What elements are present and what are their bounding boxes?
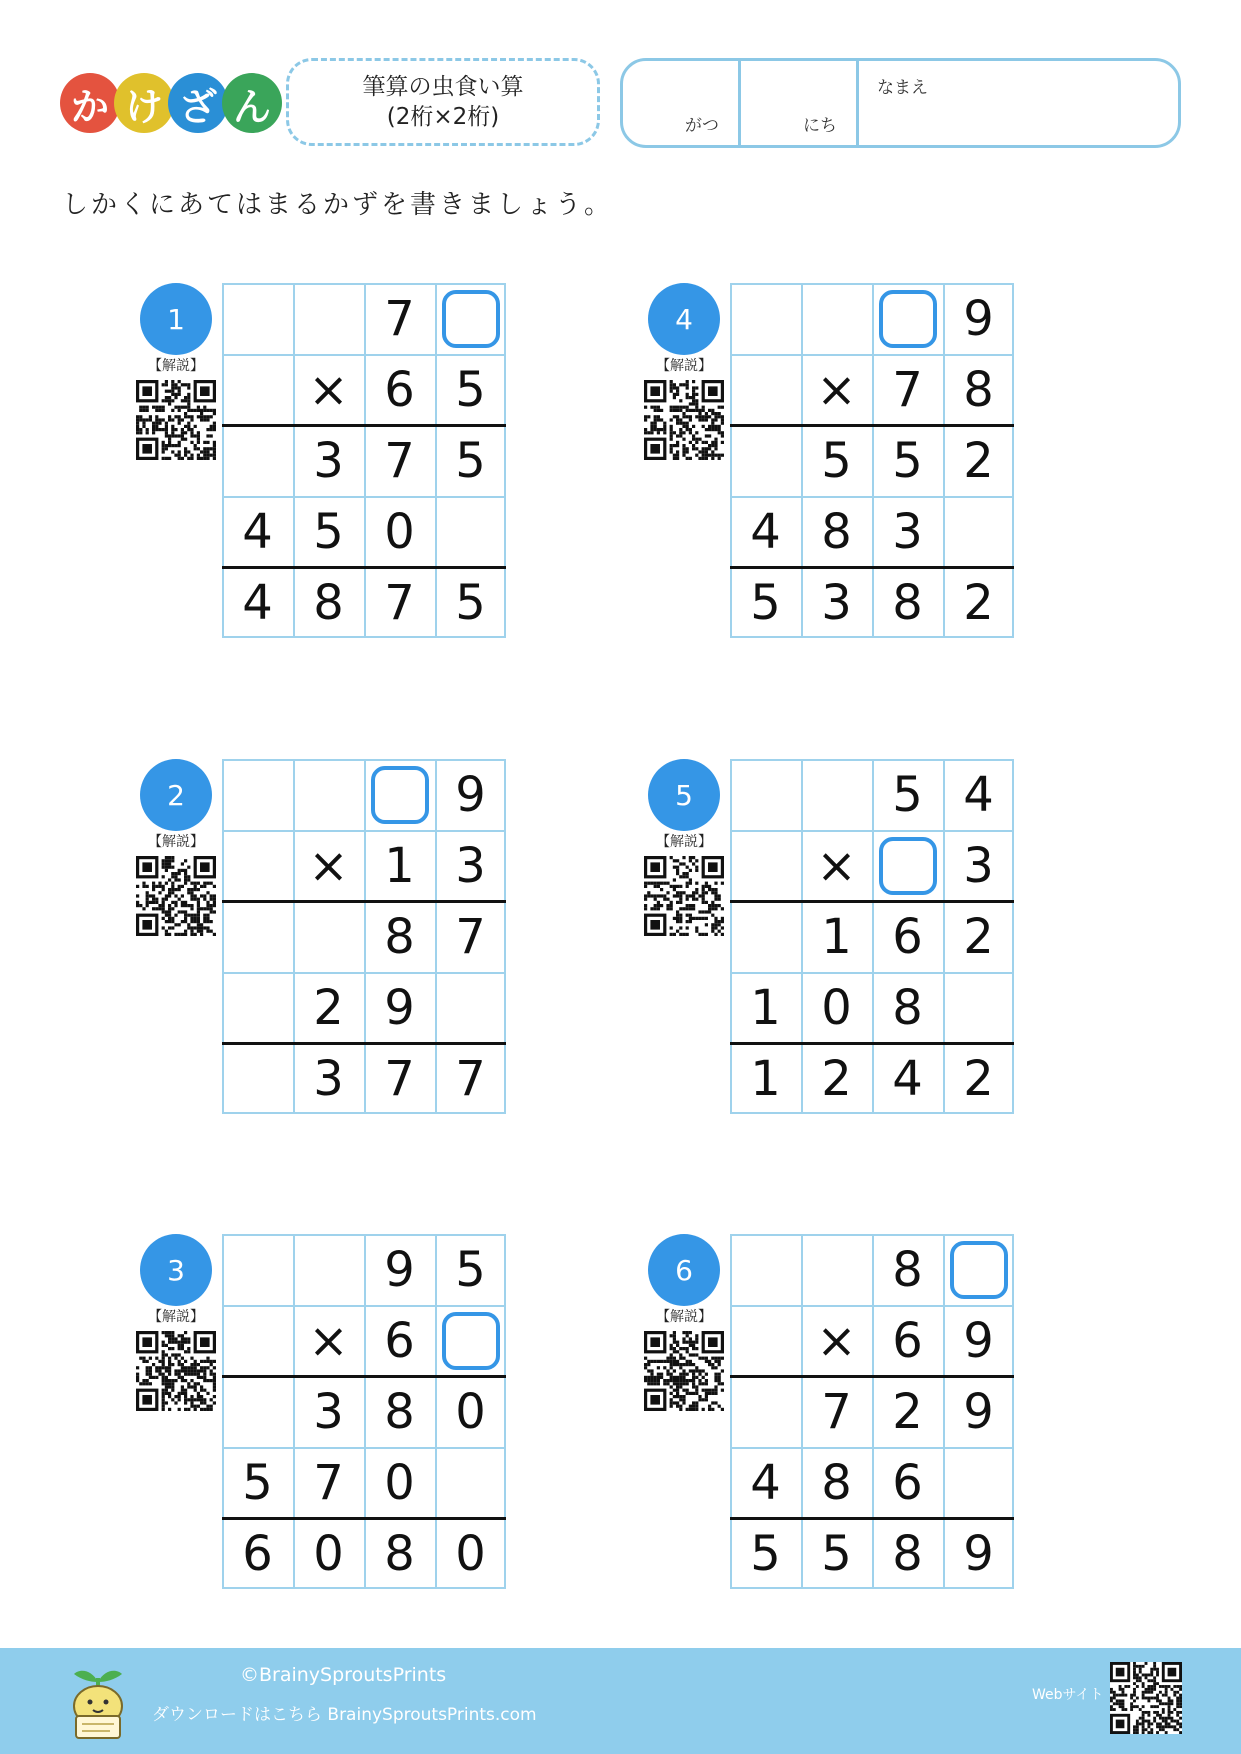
digit-cell: 7	[455, 908, 486, 965]
grid-line	[1012, 283, 1014, 638]
problem-number-badge: 5	[648, 759, 720, 831]
explanation-qr-code-icon[interactable]	[644, 380, 724, 460]
digit-cell: 0	[384, 503, 415, 560]
grid-line	[293, 759, 295, 1114]
date-name-box	[620, 58, 1181, 148]
digit-cell	[222, 425, 293, 496]
digit-cell: 3	[313, 1050, 344, 1107]
result-separator-line	[222, 1375, 506, 1378]
digit-cell: 4	[242, 574, 273, 631]
result-separator-line	[222, 1042, 506, 1045]
grid-line	[222, 1587, 506, 1589]
problem-number-badge: 6	[648, 1234, 720, 1306]
problem-number-badge: 2	[140, 759, 212, 831]
grid-line	[222, 759, 506, 761]
day-label: にち	[803, 116, 837, 136]
grid-line	[222, 830, 506, 832]
multiplication-grid	[730, 759, 1014, 1114]
grid-line	[730, 759, 1014, 761]
digit-cell: 5	[455, 361, 486, 418]
grid-line	[435, 759, 437, 1114]
digit-cell	[222, 1043, 293, 1114]
times-sign: ×	[816, 1312, 857, 1369]
result-separator-line	[730, 424, 1014, 427]
divider	[856, 61, 859, 145]
digit-cell: 6	[892, 1454, 923, 1511]
digit-cell: 8	[384, 1383, 415, 1440]
digit-cell: 8	[892, 979, 923, 1036]
grid-line	[222, 972, 506, 974]
digit-cell: 8	[384, 908, 415, 965]
digit-cell: 8	[821, 503, 852, 560]
explanation-qr-code-icon[interactable]	[644, 856, 724, 936]
result-separator-line	[730, 900, 1014, 903]
answer-blank-box[interactable]	[872, 830, 943, 901]
digit-cell: 1	[750, 1050, 781, 1107]
result-separator-line	[730, 566, 1014, 569]
title-line-2: (2桁×2桁)	[386, 104, 500, 130]
digit-cell: 7	[892, 361, 923, 418]
result-separator-line	[222, 566, 506, 569]
digit-cell	[801, 283, 872, 354]
digit-cell: 9	[963, 1525, 994, 1582]
digit-cell	[222, 830, 293, 901]
explanation-qr-code-icon[interactable]	[136, 380, 216, 460]
grid-line	[222, 283, 506, 285]
grid-line	[435, 283, 437, 638]
grid-line	[364, 759, 366, 1114]
digit-cell	[730, 830, 801, 901]
problem-number-badge: 1	[140, 283, 212, 355]
digit-cell: 8	[384, 1525, 415, 1582]
grid-line	[222, 1305, 506, 1307]
digit-cell: 6	[892, 908, 923, 965]
website-label: Webサイト	[1032, 1687, 1104, 1703]
grid-line	[730, 830, 1014, 832]
digit-cell: 7	[384, 574, 415, 631]
download-link[interactable]: ダウンロードはこちら BrainySproutsPrints.com	[152, 1705, 537, 1725]
digit-cell	[222, 283, 293, 354]
digit-cell	[222, 901, 293, 972]
logo-char-ka: か	[60, 73, 120, 133]
digit-cell: 8	[892, 1525, 923, 1582]
blank-square-icon[interactable]	[371, 766, 429, 824]
multiplication-grid	[222, 1234, 506, 1589]
digit-cell: 6	[384, 1312, 415, 1369]
digit-cell: 5	[821, 1525, 852, 1582]
digit-cell: 2	[892, 1383, 923, 1440]
problem-number-badge: 4	[648, 283, 720, 355]
digit-cell	[435, 972, 506, 1043]
digit-cell: 2	[821, 1050, 852, 1107]
grid-line	[730, 1112, 1014, 1114]
result-separator-line	[730, 1042, 1014, 1045]
digit-cell: 6	[242, 1525, 273, 1582]
month-label: がつ	[685, 116, 719, 136]
digit-cell	[293, 1234, 364, 1305]
problem-6	[648, 1234, 1048, 1594]
explanation-label: 【解説】	[656, 834, 712, 850]
digit-cell: 9	[963, 1383, 994, 1440]
digit-cell	[730, 1305, 801, 1376]
digit-cell: 4	[963, 766, 994, 823]
problem-2	[140, 759, 540, 1119]
grid-line	[730, 1234, 732, 1589]
result-separator-line	[730, 1375, 1014, 1378]
grid-line	[801, 759, 803, 1114]
digit-cell: 5	[750, 1525, 781, 1582]
blank-square-icon[interactable]	[442, 290, 500, 348]
digit-cell: 0	[455, 1383, 486, 1440]
digit-cell: 3	[313, 432, 344, 489]
blank-square-icon[interactable]	[879, 837, 937, 895]
grid-line	[730, 759, 732, 1114]
digit-cell	[943, 972, 1014, 1043]
grid-line	[293, 1234, 295, 1589]
digit-cell: 7	[821, 1383, 852, 1440]
multiplication-grid	[222, 283, 506, 638]
digit-cell	[435, 496, 506, 567]
digit-cell: 3	[313, 1383, 344, 1440]
grid-line	[364, 1234, 366, 1589]
logo-char-za: ざ	[168, 73, 228, 133]
grid-line	[364, 283, 366, 638]
explanation-label: 【解説】	[656, 358, 712, 374]
digit-cell: 5	[821, 432, 852, 489]
digit-cell: 0	[384, 1454, 415, 1511]
digit-cell: 7	[384, 1050, 415, 1107]
grid-line	[1012, 1234, 1014, 1589]
explanation-qr-code-icon[interactable]	[644, 1331, 724, 1411]
digit-cell	[801, 759, 872, 830]
digit-cell: 2	[963, 908, 994, 965]
digit-cell: 3	[821, 574, 852, 631]
digit-cell	[730, 901, 801, 972]
multiplication-grid	[730, 1234, 1014, 1589]
grid-line	[730, 1305, 1014, 1307]
grid-line	[943, 759, 945, 1114]
grid-line	[1012, 759, 1014, 1114]
digit-cell: 5	[892, 766, 923, 823]
digit-cell: 4	[892, 1050, 923, 1107]
digit-cell: 2	[963, 1050, 994, 1107]
grid-line	[222, 1112, 506, 1114]
grid-line	[872, 1234, 874, 1589]
grid-line	[222, 1234, 224, 1589]
digit-cell	[293, 759, 364, 830]
digit-cell	[730, 354, 801, 425]
digit-cell	[730, 1376, 801, 1447]
grid-line	[435, 1234, 437, 1589]
digit-cell	[293, 283, 364, 354]
digit-cell: 8	[313, 574, 344, 631]
digit-cell: 5	[242, 1454, 273, 1511]
digit-cell: 7	[384, 432, 415, 489]
digit-cell: 4	[750, 1454, 781, 1511]
grid-line	[730, 1447, 1014, 1449]
sprout-mascot-icon	[66, 1660, 130, 1740]
grid-line	[222, 1234, 506, 1236]
digit-cell: 3	[963, 837, 994, 894]
digit-cell: 0	[313, 1525, 344, 1582]
logo-char-n: ん	[222, 73, 282, 133]
result-separator-line	[730, 1517, 1014, 1520]
digit-cell: 9	[963, 1312, 994, 1369]
digit-cell: 4	[242, 503, 273, 560]
grid-line	[872, 759, 874, 1114]
digit-cell: 9	[963, 290, 994, 347]
answer-blank-box[interactable]	[435, 1305, 506, 1376]
digit-cell	[222, 1305, 293, 1376]
blank-square-icon[interactable]	[950, 1241, 1008, 1299]
explanation-label: 【解説】	[656, 1309, 712, 1325]
digit-cell	[730, 759, 801, 830]
grid-line	[730, 354, 1014, 356]
times-sign: ×	[308, 1312, 349, 1369]
digit-cell: 5	[313, 503, 344, 560]
logo-char-ke: け	[114, 73, 174, 133]
digit-cell	[222, 354, 293, 425]
grid-line	[222, 496, 506, 498]
grid-line	[222, 636, 506, 638]
digit-cell: 9	[384, 979, 415, 1036]
explanation-label: 【解説】	[148, 1309, 204, 1325]
digit-cell: 0	[821, 979, 852, 1036]
digit-cell	[293, 901, 364, 972]
result-separator-line	[222, 424, 506, 427]
digit-cell: 1	[384, 837, 415, 894]
explanation-qr-code-icon[interactable]	[136, 856, 216, 936]
multiplication-grid	[730, 283, 1014, 638]
digit-cell: 2	[313, 979, 344, 1036]
grid-line	[504, 1234, 506, 1589]
copyright-text: ©BrainySproutsPrints	[240, 1664, 447, 1686]
explanation-label: 【解説】	[148, 834, 204, 850]
digit-cell	[730, 425, 801, 496]
digit-cell: 4	[750, 503, 781, 560]
digit-cell: 7	[455, 1050, 486, 1107]
website-qr-code-icon[interactable]	[1110, 1662, 1182, 1734]
footer	[0, 1648, 1241, 1754]
digit-cell: 8	[963, 361, 994, 418]
digit-cell	[222, 1234, 293, 1305]
blank-square-icon[interactable]	[442, 1312, 500, 1370]
result-separator-line	[222, 1517, 506, 1520]
grid-line	[730, 1234, 1014, 1236]
grid-line	[730, 972, 1014, 974]
grid-line	[943, 1234, 945, 1589]
times-sign: ×	[308, 837, 349, 894]
problem-3	[140, 1234, 540, 1594]
result-separator-line	[222, 900, 506, 903]
digit-cell	[222, 759, 293, 830]
digit-cell	[801, 1234, 872, 1305]
problem-number-badge: 3	[140, 1234, 212, 1306]
times-sign: ×	[308, 361, 349, 418]
grid-line	[943, 283, 945, 638]
digit-cell: 2	[963, 574, 994, 631]
digit-cell: 9	[455, 766, 486, 823]
digit-cell: 6	[384, 361, 415, 418]
digit-cell: 2	[963, 432, 994, 489]
problem-5	[648, 759, 1048, 1119]
digit-cell	[222, 1376, 293, 1447]
digit-cell: 6	[892, 1312, 923, 1369]
grid-line	[222, 1447, 506, 1449]
digit-cell	[222, 972, 293, 1043]
digit-cell	[943, 496, 1014, 567]
instruction-text: しかくにあてはまるかずを書きましょう。	[62, 190, 614, 220]
grid-line	[730, 636, 1014, 638]
problem-4	[648, 283, 1048, 643]
grid-line	[730, 1587, 1014, 1589]
digit-cell: 7	[313, 1454, 344, 1511]
grid-line	[222, 759, 224, 1114]
grid-line	[293, 283, 295, 638]
digit-cell: 0	[455, 1525, 486, 1582]
grid-line	[504, 759, 506, 1114]
digit-cell: 8	[892, 1241, 923, 1298]
digit-cell	[730, 1234, 801, 1305]
explanation-qr-code-icon[interactable]	[136, 1331, 216, 1411]
digit-cell	[943, 1447, 1014, 1518]
answer-blank-box[interactable]	[435, 283, 506, 354]
grid-line	[730, 283, 732, 638]
digit-cell: 5	[455, 574, 486, 631]
digit-cell: 5	[455, 432, 486, 489]
blank-square-icon[interactable]	[879, 290, 937, 348]
divider	[738, 61, 741, 145]
digit-cell: 8	[821, 1454, 852, 1511]
grid-line	[872, 283, 874, 638]
logo	[60, 73, 276, 133]
digit-cell: 8	[892, 574, 923, 631]
digit-cell: 5	[750, 574, 781, 631]
digit-cell: 1	[821, 908, 852, 965]
worksheet-title	[286, 58, 600, 146]
grid-line	[222, 354, 506, 356]
answer-blank-box[interactable]	[943, 1234, 1014, 1305]
multiplication-grid	[222, 759, 506, 1114]
grid-line	[801, 1234, 803, 1589]
digit-cell: 3	[455, 837, 486, 894]
digit-cell: 5	[892, 432, 923, 489]
digit-cell: 5	[455, 1241, 486, 1298]
name-label: なまえ	[877, 78, 928, 98]
digit-cell: 7	[384, 290, 415, 347]
digit-cell: 9	[384, 1241, 415, 1298]
grid-line	[504, 283, 506, 638]
grid-line	[730, 496, 1014, 498]
problem-1	[140, 283, 540, 643]
answer-blank-box[interactable]	[872, 283, 943, 354]
answer-blank-box[interactable]	[364, 759, 435, 830]
digit-cell	[435, 1447, 506, 1518]
digit-cell	[730, 283, 801, 354]
digit-cell: 3	[892, 503, 923, 560]
grid-line	[222, 283, 224, 638]
grid-line	[801, 283, 803, 638]
explanation-label: 【解説】	[148, 358, 204, 374]
grid-line	[730, 283, 1014, 285]
digit-cell: 1	[750, 979, 781, 1036]
title-line-1: 筆算の虫食い算	[362, 74, 524, 100]
times-sign: ×	[816, 361, 857, 418]
times-sign: ×	[816, 837, 857, 894]
